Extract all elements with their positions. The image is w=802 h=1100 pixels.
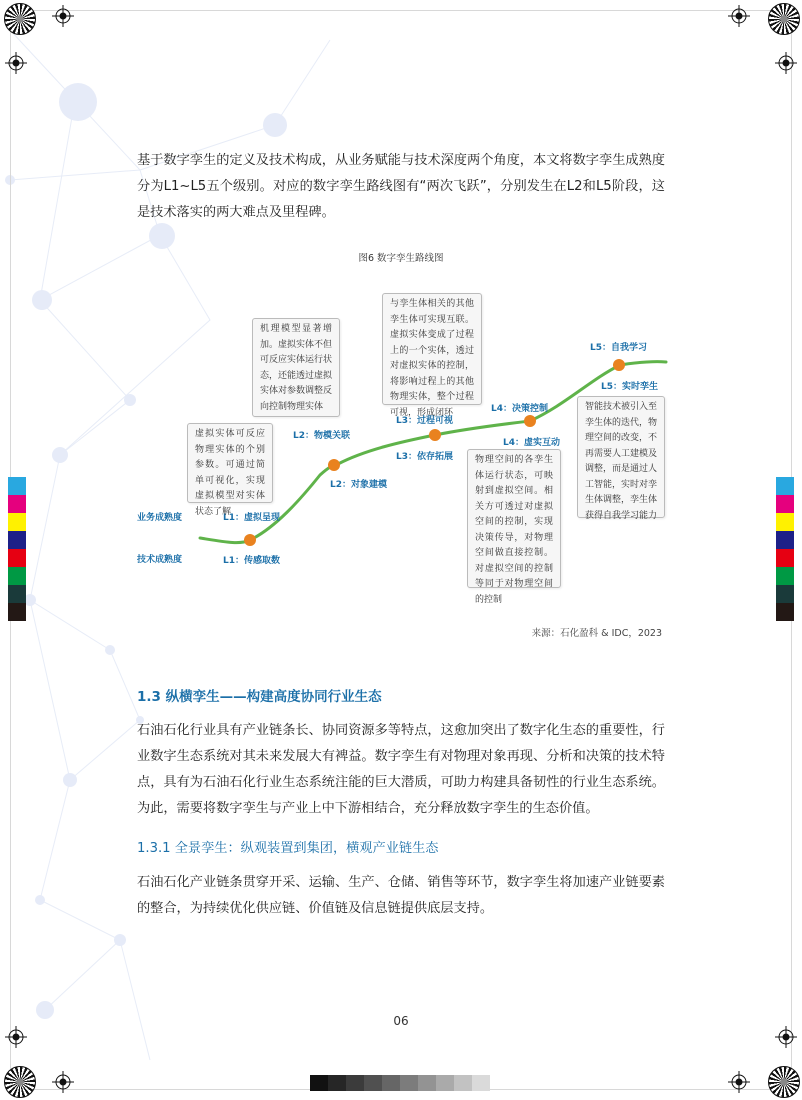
section-heading: 1.3 纵横孪生——构建高度协同行业生态 xyxy=(137,689,382,705)
level-description-l4: 物理空间的各孪生体运行状态，可映射到虚拟空间。相关方可透过对虚拟空间的控制，实现决策传导，对物理空间做直接控制。对虚拟空间的控制等同于对物理空间的控制 xyxy=(467,449,561,588)
axis-label-tech-maturity: 技术成熟度 xyxy=(137,555,183,565)
gray-swatch xyxy=(436,1075,454,1091)
figure-title: 图6 数字孪生路线图 xyxy=(358,253,444,264)
registration-mark-icon xyxy=(52,1071,74,1093)
gray-swatch xyxy=(418,1075,436,1091)
level-label-business-l2: L2：物模关联 xyxy=(293,431,350,441)
registration-mark-icon xyxy=(5,1026,27,1048)
axis-label-business-maturity: 业务成熟度 xyxy=(137,513,183,523)
grayscale-calibration-bar xyxy=(310,1075,490,1091)
page-number: 06 xyxy=(393,1014,409,1028)
gray-swatch xyxy=(472,1075,490,1091)
subsection-heading: 1.3.1 全景孪生：纵观装置到集团，横观产业链生态 xyxy=(137,841,439,856)
level-label-tech-l4: L4：虚实互动 xyxy=(503,438,560,448)
subsection-paragraph: 石油石化产业链条贯穿开采、运输、生产、仓储、销售等环节，数字孪生将加速产业链要素的整合，为持续优化供应链、价值链及信息链提供底层支持。 xyxy=(137,875,665,916)
figure-source: 来源：石化盈科 & IDC，2023 xyxy=(531,628,662,639)
level-label-business-l4: L4：决策控制 xyxy=(491,404,548,414)
level-label-business-l3: L3：过程可视 xyxy=(396,416,453,426)
level-node-l5 xyxy=(613,359,625,371)
level-description-l1: 虚拟实体可反应物理实体的个别参数。可通过简单可视化，实现虚拟模型对实体状态了解 xyxy=(187,423,273,503)
level-node-l2 xyxy=(328,459,340,471)
gray-swatch xyxy=(454,1075,472,1091)
level-description-l5: 智能技术被引入至孪生体的迭代，物理空间的改变，不再需要人工建模及调整，而是通过人工智能，实时对孪生体调整，孪生体获得自我学习能力 xyxy=(577,396,665,518)
gray-swatch xyxy=(400,1075,418,1091)
level-label-tech-l5: L5：实时孪生 xyxy=(601,382,658,392)
gray-swatch xyxy=(346,1075,364,1091)
sunburst-mark-icon xyxy=(768,1066,800,1098)
level-node-l3 xyxy=(429,429,441,441)
level-label-tech-l2: L2：对象建模 xyxy=(330,480,387,490)
gray-swatch xyxy=(382,1075,400,1091)
section-paragraph: 石油石化行业具有产业链条长、协同资源多等特点，这愈加突出了数字化生态的重要性，行业数字生态系统对其未来发展大有裨益。数字孪生有对物理对象再现、分析和决策的技术特点，具有为石油石化行业生态系统注能的巨大潜质，可助力构建具备韧性的行业生态系统。为此，需要将数字孪生与产业上中下游相结合，充分释放数字孪生的生态价值。 xyxy=(137,723,665,816)
gray-swatch xyxy=(310,1075,328,1091)
level-description-l3: 与孪生体相关的其他孪生体可实现互联。虚拟实体变成了过程上的一个实体，透过对虚拟实体的控制，将影响过程上的其他物理实体，整个过程可视，形成闭环 xyxy=(382,293,482,405)
level-description-l2: 机理模型显著增加。虚拟实体不但可反应实体运行状态，还能透过虚拟实体对参数调整反向控制物理实体 xyxy=(252,318,340,417)
level-label-business-l5: L5：自我学习 xyxy=(590,343,647,353)
registration-mark-icon xyxy=(728,1071,750,1093)
level-node-l4 xyxy=(524,415,536,427)
level-label-tech-l3: L3：依存拓展 xyxy=(396,452,453,462)
gray-swatch xyxy=(328,1075,346,1091)
intro-paragraph: 基于数字孪生的定义及技术构成，从业务赋能与技术深度两个角度，本文将数字孪生成熟度分为L1~L5五个级别。对应的数字孪生路线图有“两次飞跃”，分别发生在L2和L5阶段，这是技术落实的两大难点及里程碑。 xyxy=(137,153,665,220)
gray-swatch xyxy=(364,1075,382,1091)
sunburst-mark-icon xyxy=(4,1066,36,1098)
registration-mark-icon xyxy=(775,1026,797,1048)
level-label-business-l1: L1：虚拟呈现 xyxy=(223,513,280,523)
level-node-l1 xyxy=(244,534,256,546)
level-label-tech-l1: L1：传感取数 xyxy=(223,556,280,566)
